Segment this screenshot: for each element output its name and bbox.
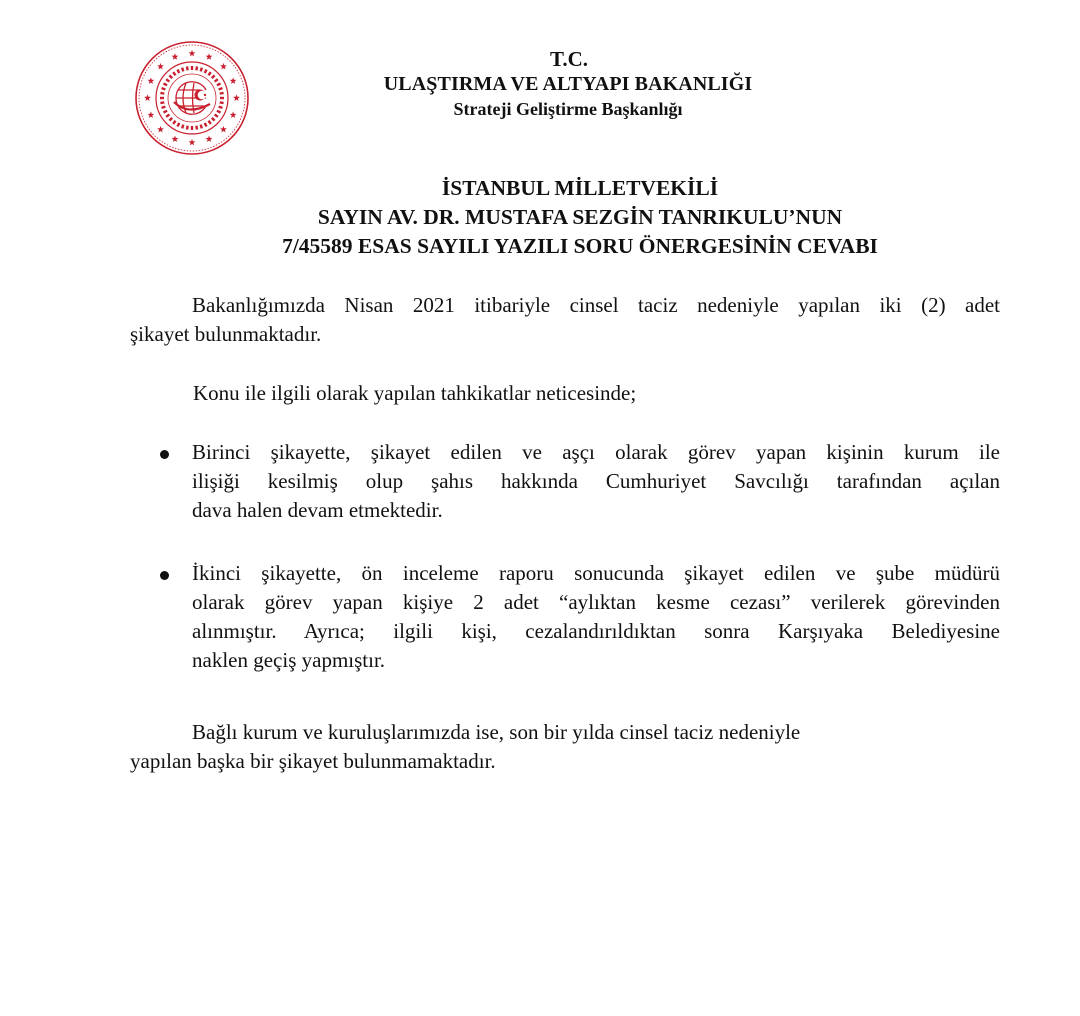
seal-ring-letter [172,71,176,76]
seal-ring-letter [207,71,211,76]
paragraph-3-line-2: yapılan başka bir şikayet bulunmamaktadır. [130,749,496,773]
bullet-text [192,559,1000,675]
seal-ring-letter [176,69,180,74]
seal-ring-letter [165,78,170,82]
seal-ring-letter [214,78,219,82]
seal-ring-letter [181,67,185,72]
paragraph-1-line-1: Bakanlığımızda Nisan 2021 itibariyle cinsel taciz nedeniyle yapılan iki (2) adet [192,293,1000,317]
seal-ring-letter [214,113,219,117]
seal-ring-letter [219,92,223,95]
seal-ring-letter [220,97,224,99]
paragraph-2: Konu ile ilgili olarak yapılan tahkikatlar neticesinde; [193,381,637,405]
seal-ring-letter [204,69,208,74]
seal-star-icon [220,126,227,133]
seal-star-icon [206,53,213,60]
seal-ring-letter [169,75,174,80]
paragraph-3-line-1: Bağlı kurum ve kuruluşlarımızda ise, son bir yılda cinsel taciz nedeniyle [192,720,801,744]
seal-ring-letter [160,97,164,99]
ministry-seal-icon [134,40,250,156]
seal-ring-letter [161,106,166,110]
seal-ring-letter [160,101,164,104]
bullet-line: olarak görev yapan kişiye 2 adet “aylıktan kesme cezası” verilerek görevinden [192,590,1000,614]
seal-star-icon [189,139,196,146]
seal-ring-letter [191,66,193,70]
seal-ring-letter [161,87,166,91]
paragraph-1 [130,291,1000,349]
bullet-line: alınmıştır. Ayrıca; ilgili kişi, cezalandırıldıktan sonra Karşıyaka Belediyesine [192,619,1000,643]
seal-star-icon [230,111,237,118]
seal-star-icon [172,136,179,143]
seal-ring-letter [176,122,180,127]
header-department: Strateji Geliştirme Başkanlığı [453,99,683,119]
seal-ring-letter [218,106,223,110]
bullet-line: naklen geçiş yapmıştır. [192,648,386,672]
bullet-line: dava halen devam etmektedir. [192,498,443,522]
seal-star-icon [147,77,154,84]
seal-ring-letter [211,75,216,80]
seal-ring-letter [216,82,221,86]
bullet-line: Birinci şikayette, şikayet edilen ve aşçı olarak görev yapan kişinin kurum ile [192,440,1000,464]
seal-ring-letter [186,125,189,129]
seal-star-icon [147,111,154,118]
bullet-line: ilişiği kesilmiş olup şahıs hakkında Cumhuriyet Savcılığı tarafından açılan [192,469,1000,493]
paragraph-3 [130,718,1000,776]
seal-star-icon [157,126,164,133]
seal-ring-letter [211,117,216,122]
seal-ring-letter [204,122,208,127]
seal-ring-letter [200,124,204,129]
title-line-2: SAYIN AV. DR. MUSTAFA SEZGİN TANRIKULU’NUN [317,205,843,229]
seal-ring-letter [219,101,223,104]
bullet-text [192,438,1000,525]
seal-star-icon [144,94,151,101]
seal-ring-letter [191,126,193,130]
title-line-3: 7/45589 ESAS SAYILI YAZILI SORU ÖNERGESİNİN CEVABI [282,234,878,258]
seal-star-icon [172,53,179,60]
seal-star-icon [220,63,227,70]
seal-ring-letter [163,110,168,114]
paragraph-1-line-2: şikayet bulunmaktadır. [130,322,322,346]
seal-ring-letter [181,124,185,129]
title-line-1: İSTANBUL MİLLETVEKİLİ [441,176,719,200]
seal-star-icon [230,77,237,84]
seal-ring-letter [200,67,204,72]
seal-star-icon [189,50,196,57]
seal-ring-letter [218,87,223,91]
seal-ring-letter [186,66,189,70]
bullet-dot-icon [160,450,169,459]
seal-ring-letter [172,120,176,125]
seal-ring-letter [165,113,170,117]
header-ministry: ULAŞTIRMA VE ALTYAPI BAKANLIĞI [383,73,753,95]
seal-star-icon [233,94,240,101]
seal-ring-letter [195,125,198,129]
seal-ring-letter [169,117,174,122]
seal-ring-letter [195,66,198,70]
seal-ring-letter [216,110,221,114]
seal-ring-letter [163,82,168,86]
seal-star-icon [157,63,164,70]
seal-ring-letter [207,120,211,125]
bullet-dot-icon [160,571,169,580]
seal-star-icon [206,136,213,143]
header-state: T.C. [549,47,589,71]
seal-ring-letter [160,92,164,95]
bullet-line: İkinci şikayette, ön inceleme raporu sonucunda şikayet edilen ve şube müdürü [192,561,1000,585]
